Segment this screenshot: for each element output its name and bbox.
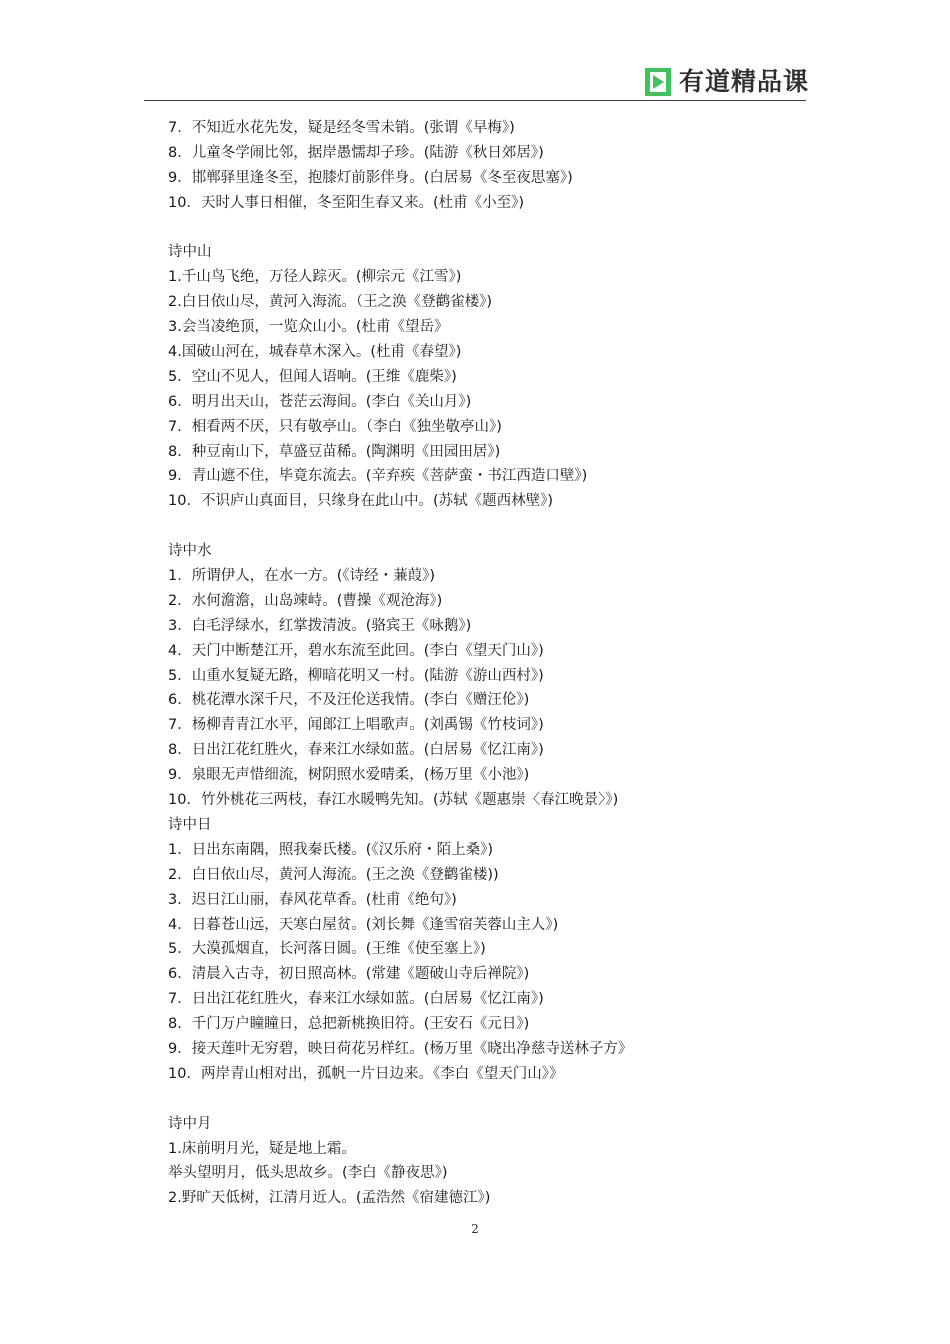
section-title-sun: 诗中日 — [168, 816, 212, 833]
section-title-moon: 诗中月 — [168, 1115, 212, 1132]
play-logo-icon — [645, 67, 671, 97]
section-title-mountain: 诗中山 — [168, 244, 212, 261]
poem-line: 4．日暮苍山远，天寒白屋贫。(刘长舞《逢雪宿芙蓉山主人》) — [168, 916, 559, 933]
page-number: 2 — [471, 1222, 479, 1236]
poem-line: 6．明月出天山，苍茫云海间。(李白《关山月》) — [168, 393, 472, 410]
poem-line: 举头望明月，低头思故乡。(李白《静夜思》) — [168, 1165, 448, 1182]
poem-line: 5．山重水复疑无路，柳暗花明又一村。(陆游《游山西村》) — [168, 667, 544, 684]
poem-line: 9．青山遮不住，毕竟东流去。(辛弃疾《菩萨蛮・书江西造口壁》) — [168, 468, 588, 485]
poem-line: 3．迟日江山丽，春风花草香。(杜甫《绝句》) — [168, 891, 457, 908]
section-title-water: 诗中水 — [168, 543, 212, 560]
poem-line: 9．邯郸驿里逢冬至，抱膝灯前影伴身。(白居易《冬至夜思塞》) — [168, 169, 573, 186]
poem-line: 5．大漠孤烟直，长河落日圆。(王维《使至塞上》) — [168, 941, 486, 958]
poem-line: 6．清晨入古寺，初日照高林。(常建《题破山寺后禅院》) — [168, 966, 530, 983]
poem-line: 2.白日依山尽，黄河入海流。（王之涣《登鹳雀楼》) — [168, 294, 492, 311]
spacer — [168, 216, 808, 241]
poem-line: 4.国破山河在，城春草木深入。(杜甫《春望》) — [168, 344, 462, 361]
poem-line: 2．白日依山尽，黄河人海流。(王之涣《登鹳雀楼)) — [168, 866, 499, 883]
brand-name: 有道精品课 — [679, 67, 810, 96]
poem-line: 8．日出江花红胜火，春来江水绿如蓝。(白居易《忆江南》) — [168, 742, 544, 759]
poem-line: 2．水何澹澹，山岛竦峙。(曹操《观沧海》) — [168, 592, 443, 609]
document-body — [168, 116, 808, 1211]
poem-line: 10．竹外桃花三两枝，春江水暖鸭先知。(苏轼《题惠崇〈春江晚景〉》) — [168, 792, 619, 809]
spacer — [168, 1087, 808, 1112]
poem-line: 2.野旷天低树，江清月近人。(孟浩然《宿建德江》) — [168, 1190, 491, 1207]
poem-line: 7．相看两不厌，只有敬亭山。（李白《独坐敬亭山》) — [168, 418, 502, 435]
poem-line: 1.千山鸟飞绝，万径人踪灭。(柳宗元《江雪》) — [168, 269, 462, 286]
poem-line: 4．天门中断楚江开，碧水东流至此回。(李白《望天门山》) — [168, 642, 544, 659]
poem-line: 3.会当凌绝顶，一览众山小。(杜甫《望岳》 — [168, 319, 449, 336]
poem-line: 1．日出东南隅，照我秦氏楼。(《汉乐府・陌上桑》) — [168, 841, 494, 858]
poem-line: 10．不识庐山真面目，只缘身在此山中。(苏轼《题西林壁》) — [168, 493, 554, 510]
poem-line: 3．白毛浮绿水，红掌拨清波。(骆宾王《咏鹅》) — [168, 617, 472, 634]
poem-line: 1.床前明月光，疑是地上霜。 — [168, 1140, 356, 1157]
poem-line: 9．泉眼无声惜细流，树阴照水爱晴柔，(杨万里《小池》) — [168, 767, 530, 784]
page-header — [0, 0, 950, 103]
poem-line: 8．种豆南山下，草盛豆苗稀。(陶渊明《田园田居》) — [168, 443, 501, 460]
poem-line: 8．儿童冬学闹比邻，据岸愚懦却子珍。(陆游《秋日郊居》) — [168, 144, 544, 161]
poem-line: 7．日出江花红胜火，春来江水绿如蓝。(白居易《忆江南》) — [168, 991, 544, 1008]
poem-line: 8．千门万户瞳瞳日，总把新桃换旧符。(王安石《元日》) — [168, 1016, 530, 1033]
brand-logo — [645, 66, 809, 98]
poem-line: 10．两岸青山相对出，孤帆一片日边来。《李白《望天门山》》 — [168, 1065, 564, 1082]
poem-line: 7．杨柳青青江水平，闻郎江上唱歌声。(刘禹锡《竹枝词》) — [168, 717, 544, 734]
spacer — [168, 514, 808, 539]
poem-line: 1．所谓伊人，在水一方。(《诗经・蒹葭》) — [168, 568, 436, 585]
poem-line: 6．桃花潭水深千尺，不及汪伦送我情。(李白《赠汪伦》) — [168, 692, 530, 709]
header-divider — [144, 100, 806, 101]
poem-line: 7．不知近水花先发，疑是经冬雪未销。(张谓《早梅》) — [168, 120, 515, 136]
poem-line: 10．天时人事日相催，冬至阳生春又来。(杜甫《小至》) — [168, 194, 525, 211]
poem-line: 9．接天莲叶无穷碧，映日荷花另样红。(杨万里《晓出净慈寺送林子方》 — [168, 1040, 633, 1057]
poem-line: 5．空山不见人，但闻人语响。(王维《鹿柴》) — [168, 368, 457, 385]
